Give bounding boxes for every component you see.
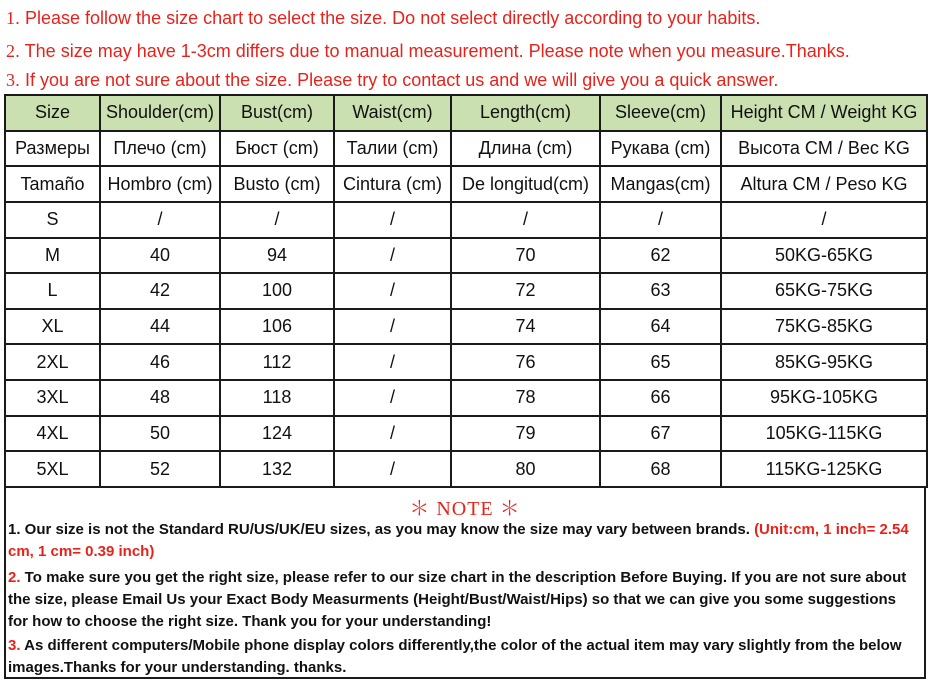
header-cell: Tamaño	[5, 166, 100, 202]
table-cell: 48	[100, 380, 220, 416]
table-cell: 65	[600, 344, 721, 380]
table-cell: 50KG-65KG	[721, 238, 927, 274]
table-cell: 42	[100, 273, 220, 309]
table-cell: 118	[220, 380, 334, 416]
size-label-cell: XL	[5, 309, 100, 345]
header-cell: Bust(cm)	[220, 95, 334, 131]
table-cell: 95KG-105KG	[721, 380, 927, 416]
table-cell: 46	[100, 344, 220, 380]
table-row	[5, 451, 927, 487]
header-row-es	[5, 166, 927, 202]
table-cell: 78	[451, 380, 600, 416]
table-cell: /	[451, 202, 600, 238]
header-cell: Cintura (cm)	[334, 166, 451, 202]
table-cell: 94	[220, 238, 334, 274]
table-cell: 70	[451, 238, 600, 274]
header-cell: Высота CM / Вес KG	[721, 131, 927, 167]
note-title: ＊ NOTE ＊	[409, 498, 521, 520]
table-row	[5, 416, 927, 452]
top-note-text: . If you are not sure about the size. Please try to contact us and we will give you a quick answer.	[15, 70, 779, 90]
note-item-3	[8, 635, 920, 679]
top-note-2	[6, 41, 850, 62]
table-cell: /	[600, 202, 721, 238]
header-cell: Длина (cm)	[451, 131, 600, 167]
note-item-text: As different computers/Mobile phone display colors differently,the color of the actual item may vary slightly from the below images.Thanks for your understanding. thanks.	[8, 637, 902, 676]
table-cell: 85KG-95KG	[721, 344, 927, 380]
note-item-text: To make sure you get the right size, please refer to our size chart in the description Before Buying. If you are not sure about the size, please Email Us your Exact Body Measurments (Height/Bust/Waist/Hips) so that we can give you some suggestions for how to choose the right size. Thank you for your understanding!	[8, 569, 907, 630]
header-cell: Размеры	[5, 131, 100, 167]
table-cell: /	[334, 344, 451, 380]
header-row-ru	[5, 131, 927, 167]
table-row	[5, 380, 927, 416]
table-cell: 63	[600, 273, 721, 309]
size-label-cell: 2XL	[5, 344, 100, 380]
header-row-en	[5, 95, 927, 131]
table-row	[5, 309, 927, 345]
header-cell: Плечо (cm)	[100, 131, 220, 167]
table-cell: 72	[451, 273, 600, 309]
note-item-unit: (Unit:cm, 1 inch= 2.54 cm, 1 cm= 0.39 inch)	[8, 521, 909, 560]
table-cell: /	[334, 309, 451, 345]
size-label-cell: M	[5, 238, 100, 274]
size-chart-body	[5, 95, 927, 487]
table-cell: 115KG-125KG	[721, 451, 927, 487]
table-cell: /	[334, 380, 451, 416]
table-cell: 66	[600, 380, 721, 416]
table-cell: /	[220, 202, 334, 238]
header-cell: Length(cm)	[451, 95, 600, 131]
table-cell: /	[334, 238, 451, 274]
size-label-cell: 4XL	[5, 416, 100, 452]
table-cell: /	[721, 202, 927, 238]
header-cell: Waist(cm)	[334, 95, 451, 131]
top-note-1	[6, 8, 760, 29]
header-cell: Shoulder(cm)	[100, 95, 220, 131]
table-cell: 75KG-85KG	[721, 309, 927, 345]
table-cell: 65KG-75KG	[721, 273, 927, 309]
top-note-number: 1	[6, 8, 15, 28]
table-cell: 67	[600, 416, 721, 452]
table-cell: /	[334, 202, 451, 238]
table-cell: 106	[220, 309, 334, 345]
table-cell: /	[100, 202, 220, 238]
note-box	[4, 488, 926, 679]
top-note-text: . The size may have 1-3cm differs due to manual measurement. Please note when you measure.Thanks.	[15, 41, 850, 61]
size-label-cell: 3XL	[5, 380, 100, 416]
note-item-2	[8, 567, 920, 633]
header-cell: Altura CM / Peso KG	[721, 166, 927, 202]
size-chart-table	[4, 94, 928, 488]
top-note-number: 3	[6, 70, 15, 90]
table-cell: 100	[220, 273, 334, 309]
top-note-number: 2	[6, 41, 15, 61]
note-item-prefix: 3.	[8, 637, 21, 654]
header-cell: Sleeve(cm)	[600, 95, 721, 131]
size-label-cell: S	[5, 202, 100, 238]
header-cell: Талии (cm)	[334, 131, 451, 167]
header-cell: Рукава (cm)	[600, 131, 721, 167]
table-cell: /	[334, 273, 451, 309]
header-cell: Бюст (cm)	[220, 131, 334, 167]
table-row	[5, 238, 927, 274]
size-label-cell: 5XL	[5, 451, 100, 487]
table-cell: 80	[451, 451, 600, 487]
table-cell: 74	[451, 309, 600, 345]
header-cell: De longitud(cm)	[451, 166, 600, 202]
table-cell: 68	[600, 451, 721, 487]
header-cell: Hombro (cm)	[100, 166, 220, 202]
table-row	[5, 273, 927, 309]
table-cell: 40	[100, 238, 220, 274]
header-cell: Height CM / Weight KG	[721, 95, 927, 131]
table-cell: 112	[220, 344, 334, 380]
header-cell: Busto (cm)	[220, 166, 334, 202]
table-cell: 105KG-115KG	[721, 416, 927, 452]
header-cell: Size	[5, 95, 100, 131]
table-cell: 132	[220, 451, 334, 487]
table-row	[5, 202, 927, 238]
table-cell: 124	[220, 416, 334, 452]
header-cell: Mangas(cm)	[600, 166, 721, 202]
table-cell: 52	[100, 451, 220, 487]
table-cell: 62	[600, 238, 721, 274]
size-label-cell: L	[5, 273, 100, 309]
table-cell: /	[334, 416, 451, 452]
table-cell: 44	[100, 309, 220, 345]
table-row	[5, 344, 927, 380]
table-cell: 79	[451, 416, 600, 452]
note-item-text: 1. Our size is not the Standard RU/US/UK/EU sizes, as you may know the size may vary between brands.	[8, 521, 755, 538]
top-note-text: . Please follow the size chart to select the size. Do not select directly according to your habits.	[15, 8, 761, 28]
table-cell: /	[334, 451, 451, 487]
note-item-prefix: 2.	[8, 569, 21, 586]
top-note-3	[6, 70, 778, 91]
table-cell: 50	[100, 416, 220, 452]
note-item-1	[8, 519, 920, 563]
table-cell: 64	[600, 309, 721, 345]
table-cell: 76	[451, 344, 600, 380]
